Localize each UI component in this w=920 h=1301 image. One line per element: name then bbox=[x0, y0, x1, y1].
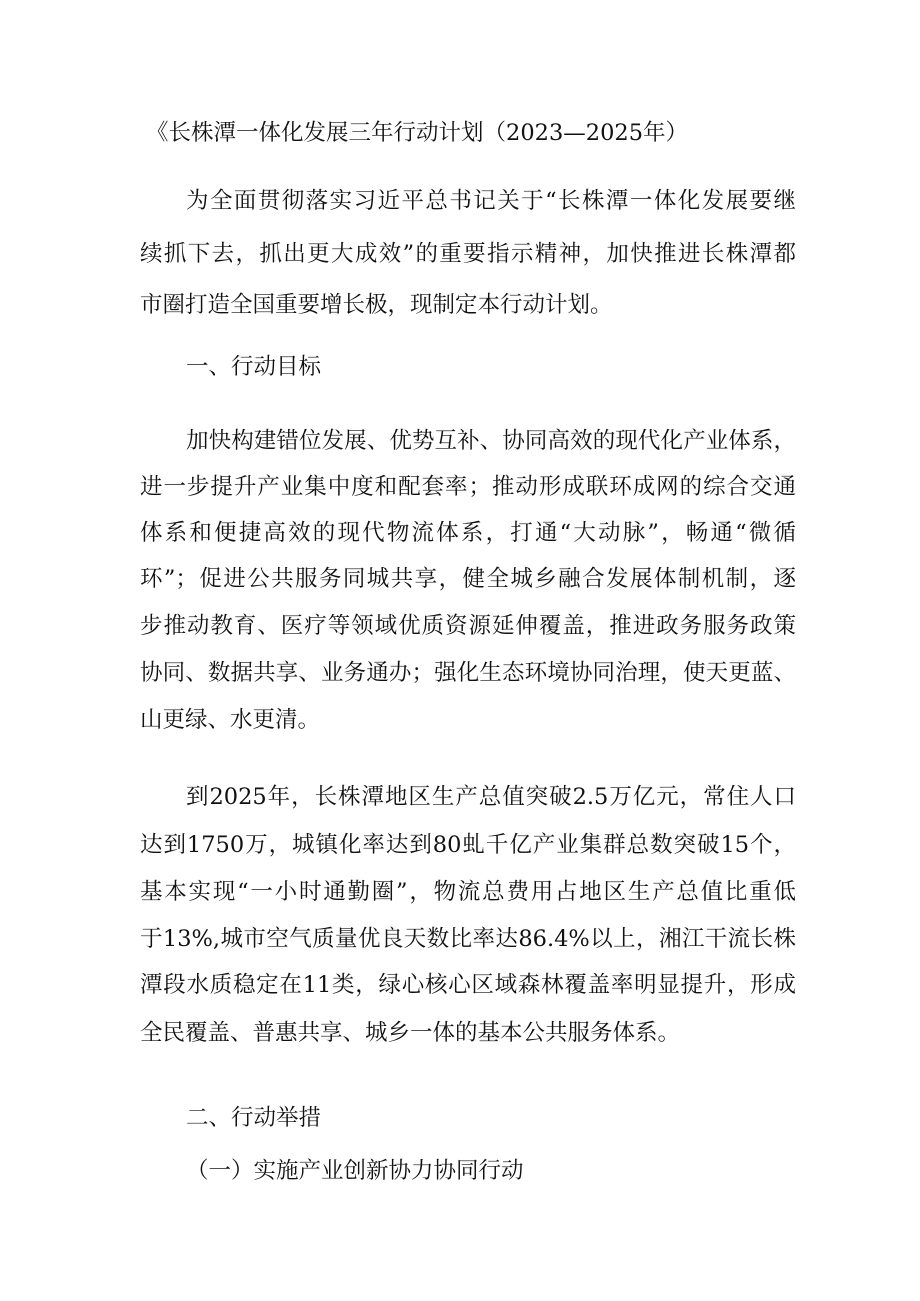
goals-para2-line-1: 到2025年，长株潭地区生产总值突破2.5万亿元，常住人口 bbox=[186, 784, 796, 810]
goals-para2-line-5: 潭段水质稳定在11类，绿心核心区域森林覆盖率明显提升，形成 bbox=[140, 972, 796, 998]
goals-para1-line-1: 加快构建错位发展、优势互补、协同高效的现代化产业体系， bbox=[186, 428, 796, 454]
intro-line-3: 市圈打造全国重要增长极，现制定本行动计划。 bbox=[140, 292, 613, 318]
goals-para2-line-3: 基本实现“一小时通勤圈”，物流总费用占地区生产总值比重低 bbox=[140, 879, 796, 905]
section-heading-goals: 一、行动目标 bbox=[186, 354, 322, 380]
goals-para1-line-6: 协同、数据共享、业务通办；强化生态环境协同治理，使天更蓝、 bbox=[140, 660, 796, 686]
intro-line-2: 续抓下去，抓出更大成效”的重要指示精神，加快推进长株潭都 bbox=[140, 241, 796, 267]
document-title: 《长株潭一体化发展三年行动计划（2023—2025年） bbox=[146, 120, 689, 146]
goals-para2-line-4: 于13%,城市空气质量优良天数比率达86.4%以上，湘江干流长株 bbox=[140, 926, 796, 952]
goals-para1-line-2: 进一步提升产业集中度和配套率；推动形成联环成网的综合交通 bbox=[140, 474, 796, 500]
goals-para2-line-6: 全民覆盖、普惠共享、城乡一体的基本公共服务体系。 bbox=[140, 1020, 681, 1046]
section-heading-measures: 二、行动举措 bbox=[186, 1105, 322, 1131]
goals-para1-line-7: 山更绿、水更清。 bbox=[140, 707, 321, 733]
goals-para1-line-5: 步推动教育、医疗等领域优质资源延伸覆盖，推进政务服务政策 bbox=[140, 613, 796, 639]
goals-para1-line-3: 体系和便捷高效的现代物流体系，打通“大动脉”，畅通“微循 bbox=[140, 520, 796, 546]
goals-para2-line-2: 达到1750万，城镇化率达到80虬千亿产业集群总数突破15个， bbox=[140, 832, 796, 858]
goals-para1-line-4: 环”；促进公共服务同城共享，健全城乡融合发展体制机制，逐 bbox=[140, 566, 796, 592]
intro-line-1: 为全面贯彻落实习近平总书记关于“长株潭一体化发展要继 bbox=[186, 188, 796, 214]
subheading-industry-innovation: （一）实施产业创新协力协同行动 bbox=[186, 1158, 524, 1184]
